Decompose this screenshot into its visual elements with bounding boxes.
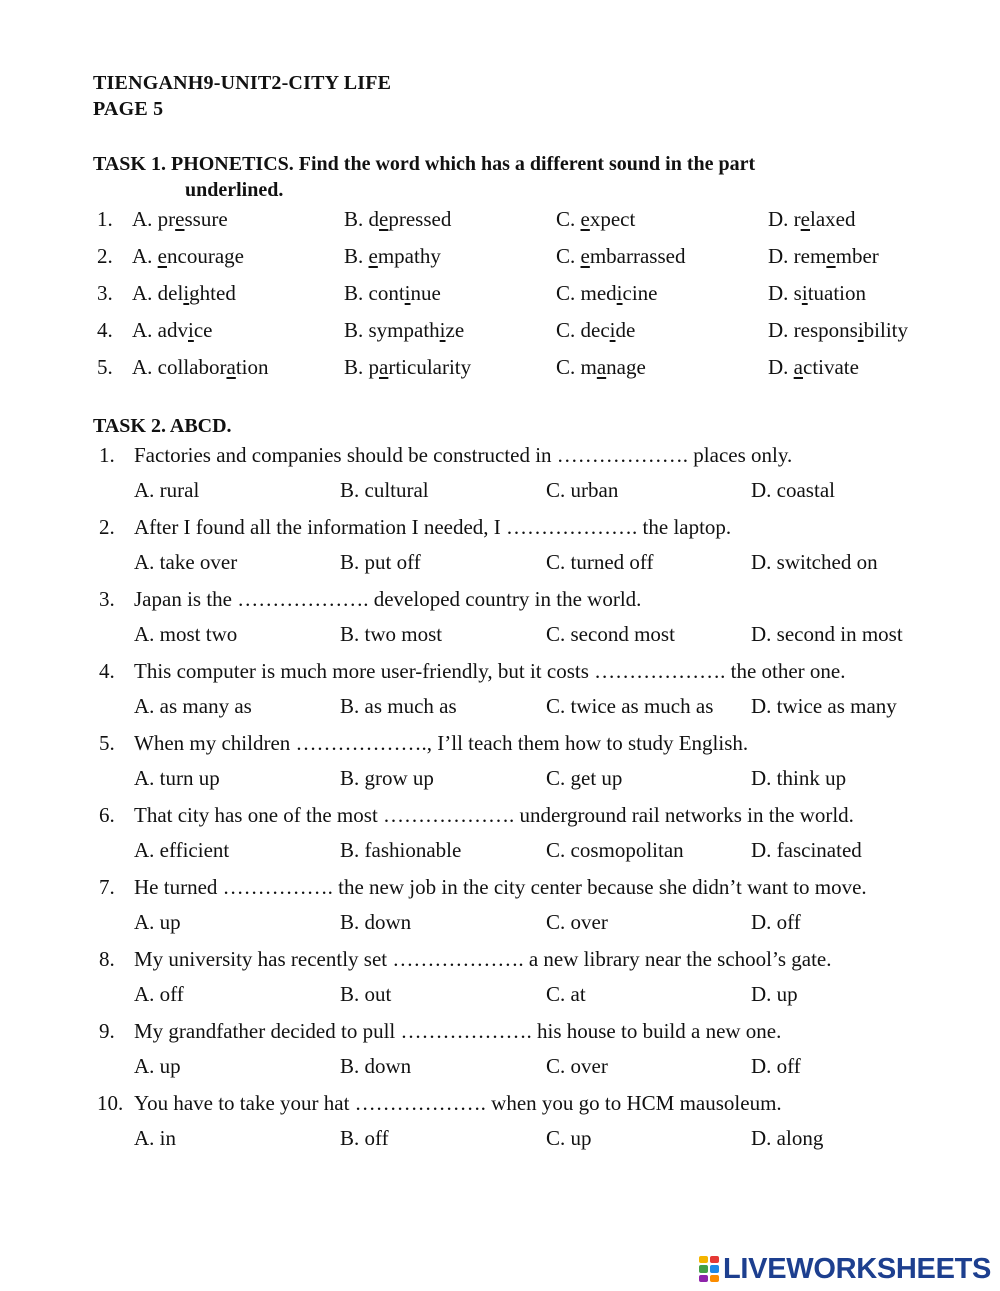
question-number: 5.: [99, 731, 115, 755]
task1-question-4: [0, 318, 1000, 348]
option-b[interactable]: [344, 281, 441, 306]
option-c[interactable]: [556, 355, 646, 380]
underlined-letter: i: [609, 318, 616, 342]
word-part: xpect: [589, 207, 636, 231]
underlined-letter: e: [379, 207, 389, 231]
option-d[interactable]: [768, 244, 879, 269]
word-part: A. collabor: [132, 355, 227, 379]
logo-text: LIVEWORKSHEETS: [723, 1252, 992, 1285]
task1-question-1: [0, 207, 1000, 237]
option-c[interactable]: C. at: [546, 982, 586, 1006]
option-d[interactable]: [768, 281, 866, 306]
question-number: 9.: [99, 1019, 115, 1043]
option-d[interactable]: D. off: [751, 1054, 801, 1078]
question-stem: That city has one of the most ………………. underground rail networks in the world.: [134, 803, 854, 827]
word-part: D.: [768, 355, 794, 379]
option-a[interactable]: [132, 318, 213, 343]
option-c[interactable]: C. cosmopolitan: [546, 838, 684, 862]
option-d[interactable]: D. fascinated: [751, 838, 862, 862]
word-part: B. d: [344, 207, 380, 231]
word-part: cine: [622, 281, 658, 305]
underlined-letter: e: [175, 207, 185, 231]
word-part: B. sympath: [344, 318, 440, 342]
underlined-letter: e: [826, 244, 836, 268]
underlined-letter: e: [580, 244, 590, 268]
option-d[interactable]: D. along: [751, 1126, 824, 1150]
option-c[interactable]: C. turned off: [546, 550, 654, 574]
task1-question-5: [0, 355, 1000, 385]
option-a[interactable]: [132, 244, 244, 269]
option-c[interactable]: C. over: [546, 1054, 608, 1078]
option-b[interactable]: [344, 355, 471, 380]
task1-question-3: [0, 281, 1000, 311]
logo-square: [710, 1275, 719, 1282]
word-part: tion: [235, 355, 269, 379]
word-part: mbarrassed: [589, 244, 686, 268]
question-stem: When my children ………………., I’ll teach them how to study English.: [134, 731, 749, 755]
underlined-letter: i: [857, 318, 864, 342]
logo-square: [699, 1265, 708, 1272]
task1-question-2: [0, 244, 1000, 274]
logo-square: [710, 1256, 719, 1263]
word-part: C.: [556, 207, 581, 231]
logo-square: [699, 1275, 708, 1282]
option-b[interactable]: B. grow up: [340, 766, 434, 790]
question-number: 2.: [99, 515, 115, 539]
question-number: 8.: [99, 947, 115, 971]
option-d[interactable]: D. twice as many: [751, 694, 897, 718]
word-part: A. adv: [132, 318, 188, 342]
word-part: pressed: [388, 207, 452, 231]
option-a[interactable]: A. in: [134, 1126, 176, 1150]
option-a[interactable]: A. as many as: [134, 694, 252, 718]
option-c[interactable]: C. urban: [546, 478, 619, 502]
word-part: tuation: [807, 281, 867, 305]
option-a[interactable]: A. rural: [134, 478, 200, 502]
option-b[interactable]: B. down: [340, 1054, 412, 1078]
option-a[interactable]: [132, 281, 236, 306]
liveworksheets-logo-icon: [699, 1256, 719, 1282]
task2-heading: TASK 2. ABCD.: [93, 415, 232, 437]
option-a[interactable]: A. most two: [134, 622, 238, 646]
option-a[interactable]: A. turn up: [134, 766, 220, 790]
word-part: D. r: [768, 207, 801, 231]
underlined-letter: a: [596, 355, 607, 379]
option-b[interactable]: B. off: [340, 1126, 389, 1150]
task1-heading: TASK 1. PHONETICS. Find the word which has a different sound in the part underlined.: [93, 153, 756, 201]
option-a[interactable]: [132, 207, 228, 232]
option-c[interactable]: [556, 281, 658, 306]
word-part: D. respons: [768, 318, 858, 342]
word-part: mber: [835, 244, 879, 268]
option-b[interactable]: B. fashionable: [340, 838, 462, 862]
question-number: 4.: [97, 318, 113, 342]
option-c[interactable]: [556, 244, 685, 269]
worksheet-title: TIENGANH9-UNIT2-CITY LIFE: [93, 72, 392, 94]
question-number: 4.: [99, 659, 115, 683]
option-b[interactable]: [344, 318, 464, 343]
option-d[interactable]: D. coastal: [751, 478, 835, 502]
option-b[interactable]: B. as much as: [340, 694, 457, 718]
question-stem: After I found all the information I needed, I ………………. the laptop.: [134, 515, 732, 539]
option-a[interactable]: [132, 355, 268, 380]
underlined-letter: a: [379, 355, 389, 379]
option-d[interactable]: D. think up: [751, 766, 847, 790]
word-part: rticularity: [388, 355, 472, 379]
option-a[interactable]: A. up: [134, 910, 181, 934]
question-number: 2.: [97, 244, 113, 268]
option-d[interactable]: [768, 355, 859, 380]
option-b[interactable]: [344, 207, 451, 232]
word-part: ssure: [184, 207, 228, 231]
word-part: nage: [606, 355, 646, 379]
word-part: C. m: [556, 355, 597, 379]
underlined-letter: e: [157, 244, 167, 268]
word-part: ze: [445, 318, 465, 342]
word-part: C.: [556, 244, 581, 268]
option-a[interactable]: A. off: [134, 982, 184, 1006]
underlined-letter: i: [801, 281, 808, 305]
question-number: 3.: [99, 587, 115, 611]
word-part: ce: [193, 318, 213, 342]
word-part: A. pr: [132, 207, 176, 231]
option-a[interactable]: A. efficient: [134, 838, 230, 862]
question-number: 1.: [97, 207, 113, 231]
question-stem: Factories and companies should be constructed in ………………. places only.: [134, 443, 793, 467]
option-c[interactable]: [556, 207, 635, 232]
option-c[interactable]: C. get up: [546, 766, 623, 790]
question-number: 3.: [97, 281, 113, 305]
word-part: B. cont: [344, 281, 405, 305]
question-number: 10.: [97, 1091, 124, 1115]
option-b[interactable]: B. put off: [340, 550, 421, 574]
underlined-letter: a: [226, 355, 236, 379]
word-part: A.: [132, 244, 158, 268]
page-number: PAGE 5: [93, 98, 164, 120]
option-c[interactable]: [556, 318, 635, 343]
word-part: C. med: [556, 281, 617, 305]
option-d[interactable]: D. switched on: [751, 550, 878, 574]
underlined-letter: e: [580, 207, 590, 231]
option-c[interactable]: C. over: [546, 910, 608, 934]
question-number: 1.: [99, 443, 115, 467]
underlined-letter: i: [616, 281, 623, 305]
option-d[interactable]: [768, 318, 908, 343]
option-c[interactable]: C. up: [546, 1126, 592, 1150]
word-part: C. dec: [556, 318, 610, 342]
underlined-letter: i: [183, 281, 190, 305]
option-b[interactable]: B. two most: [340, 622, 443, 646]
question-number: 6.: [99, 803, 115, 827]
word-part: laxed: [810, 207, 856, 231]
underlined-letter: a: [793, 355, 803, 379]
question-number: 7.: [99, 875, 115, 899]
liveworksheets-logo: [699, 1254, 991, 1284]
underlined-letter: e: [368, 244, 378, 268]
word-part: bility: [863, 318, 909, 342]
option-b[interactable]: [344, 244, 441, 269]
option-d[interactable]: D. up: [751, 982, 798, 1006]
option-b[interactable]: B. cultural: [340, 478, 429, 502]
option-c[interactable]: C. second most: [546, 622, 675, 646]
option-a[interactable]: A. up: [134, 1054, 181, 1078]
underlined-letter: e: [800, 207, 810, 231]
word-part: D. s: [768, 281, 802, 305]
logo-square: [710, 1265, 719, 1272]
question-stem: My university has recently set ………………. a new library near the school’s gate.: [134, 947, 832, 971]
option-d[interactable]: D. off: [751, 910, 801, 934]
underlined-letter: i: [439, 318, 446, 342]
logo-square: [699, 1256, 708, 1263]
question-stem: My grandfather decided to pull ………………. his house to build a new one.: [134, 1019, 782, 1043]
word-part: ncourage: [167, 244, 244, 268]
question-stem: This computer is much more user-friendly, but it costs ………………. the other one.: [134, 659, 846, 683]
question-number: 5.: [97, 355, 113, 379]
option-d[interactable]: [768, 207, 855, 232]
word-part: nue: [410, 281, 441, 305]
word-part: ghted: [189, 281, 236, 305]
option-a[interactable]: A. take over: [134, 550, 238, 574]
question-stem: Japan is the ………………. developed country in the world.: [134, 587, 642, 611]
word-part: mpathy: [377, 244, 441, 268]
underlined-letter: i: [404, 281, 411, 305]
option-c[interactable]: C. twice as much as: [546, 694, 714, 718]
word-part: de: [615, 318, 636, 342]
question-stem: You have to take your hat ………………. when you go to HCM mausoleum.: [134, 1091, 782, 1115]
word-part: D. rem: [768, 244, 827, 268]
question-stem: He turned ……………. the new job in the city center because she didn’t want to move.: [134, 875, 867, 899]
word-part: A. del: [132, 281, 184, 305]
word-part: B. p: [344, 355, 380, 379]
option-b[interactable]: B. down: [340, 910, 412, 934]
word-part: ctivate: [803, 355, 859, 379]
word-part: B.: [344, 244, 369, 268]
option-d[interactable]: D. second in most: [751, 622, 903, 646]
underlined-letter: i: [188, 318, 194, 342]
option-b[interactable]: B. out: [340, 982, 392, 1006]
